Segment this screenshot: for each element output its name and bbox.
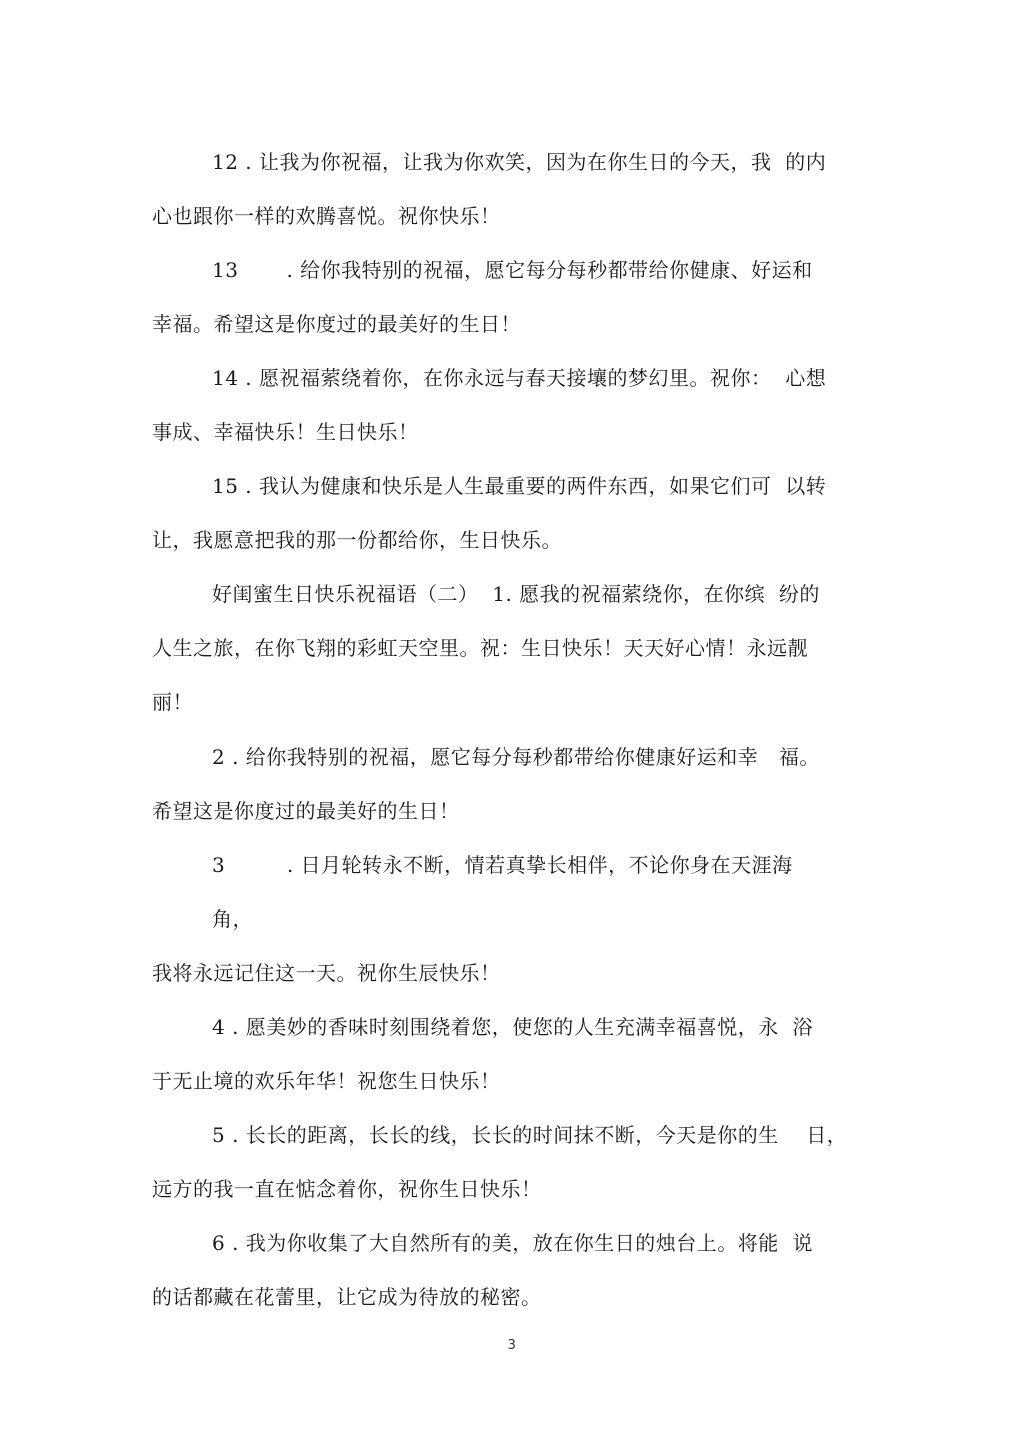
text-line: 希望这是你度过的最美好的生日！ (152, 799, 460, 823)
text-line: 3 . 日月轮转永不断，情若真挚长相伴，不论你身在天涯海 (212, 853, 793, 877)
text-line: 事成、幸福快乐！生日快乐！ (152, 420, 419, 444)
text-line: 的话都藏在花蕾里，让它成为待放的秘密。 (152, 1285, 542, 1309)
text-line: 2 . 给你我特别的祝福，愿它每分每秒都带给你健康好运和幸 福。 (212, 745, 820, 769)
text-line: 5 . 长长的距离，长长的线，长长的时间抹不断，今天是你的生 日， (212, 1123, 848, 1147)
text-line: 13 . 给你我特别的祝福，愿它每分每秒都带给你健康、好运和 (212, 258, 813, 282)
text-line: 丽！ (152, 690, 193, 714)
page-number: 3 (507, 1338, 517, 1353)
text-line: 于无止境的欢乐年华！祝您生日快乐！ (152, 1069, 501, 1093)
text-line: 14 . 愿祝福萦绕着你，在你永远与春天接壤的梦幻里。祝你： 心想 (212, 366, 827, 390)
text-line: 角， (212, 907, 253, 931)
text-line: 4 . 愿美妙的香味时刻围绕着您，使您的人生充满幸福喜悦，永 浴 (212, 1015, 814, 1039)
text-line: 心也跟你一样的欢腾喜悦。祝你快乐！ (152, 204, 501, 228)
text-line: 让，我愿意把我的那一份都给你，生日快乐。 (152, 528, 562, 552)
text-line: 幸福。希望这是你度过的最美好的生日！ (152, 312, 521, 336)
text-line: 12 . 让我为你祝福，让我为你欢笑，因为在你生日的今天，我 的内 (212, 150, 827, 174)
section-heading-line: 好闺蜜生日快乐祝福语（二） 1. 愿我的祝福萦绕你，在你缤 纷的 (212, 582, 820, 606)
text-line: 远方的我一直在惦念着你，祝你生日快乐！ (152, 1177, 542, 1201)
text-line: 人生之旅，在你飞翔的彩虹天空里。祝：生日快乐！天天好心情！永远靓 (152, 636, 808, 660)
text-line: 6 . 我为你收集了大自然所有的美，放在你生日的烛台上。将能 说 (212, 1231, 814, 1255)
text-line: 15 . 我认为健康和快乐是人生最重要的两件东西，如果它们可 以转 (212, 474, 827, 498)
text-line: 我将永远记住这一天。祝你生辰快乐！ (152, 961, 501, 985)
